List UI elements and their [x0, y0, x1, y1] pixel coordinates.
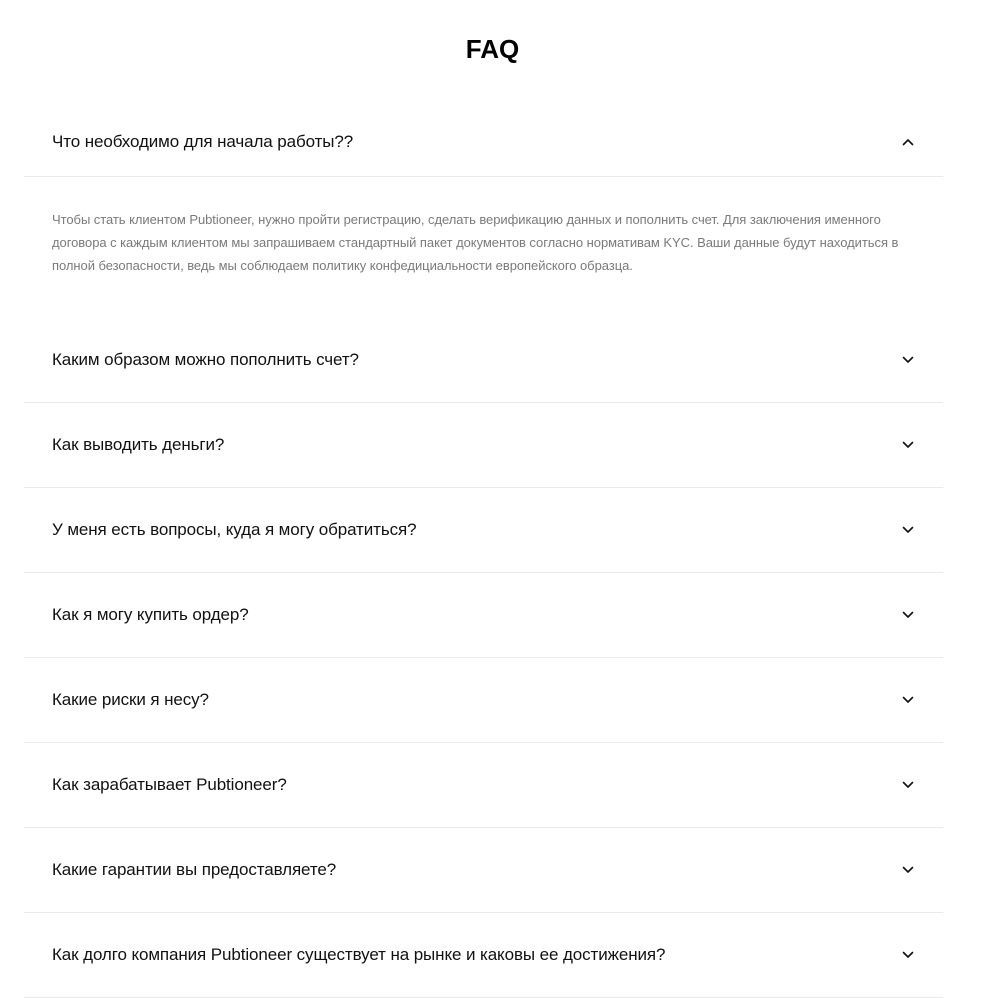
faq-item: [24, 573, 943, 658]
chevron-down-icon[interactable]: [901, 863, 915, 877]
chevron-down-icon[interactable]: [901, 778, 915, 792]
faq-item: [24, 403, 943, 488]
faq-question-toggle[interactable]: [24, 488, 943, 572]
faq-question-toggle[interactable]: [24, 317, 943, 402]
chevron-up-icon[interactable]: [901, 135, 915, 149]
faq-question-text: Каким образом можно пополнить счет?: [52, 349, 359, 369]
chevron-down-icon[interactable]: [901, 523, 915, 537]
chevron-down-icon[interactable]: [901, 353, 915, 367]
faq-question-toggle[interactable]: [24, 658, 943, 742]
faq-question-toggle[interactable]: [24, 573, 943, 657]
faq-question-toggle[interactable]: [24, 913, 943, 997]
faq-question-text: Как выводить деньги?: [52, 435, 225, 454]
faq-item: [24, 743, 943, 828]
chevron-down-icon[interactable]: [901, 693, 915, 707]
faq-question-text: Какие гарантии вы предоставляете?: [52, 860, 337, 879]
faq-question-toggle[interactable]: [24, 743, 943, 827]
faq-answer-text: Чтобы стать клиентом Pubtioneer, нужно пройти регистрацию, сделать верификацию данных и пополнить счет. Для заключения именного договора с каждым клиентом мы запрашиваем стандартный пакет документов согласно нормативам KYC. Ваши данные будут находиться в полной безопасности, ведь мы соблюдаем политику конфедициальности европейского образца.: [52, 212, 899, 273]
faq-question-toggle[interactable]: [24, 828, 943, 912]
faq-question-text: Какие риски я несу?: [52, 690, 209, 709]
faq-question-text: Как зарабатывает Pubtioneer?: [52, 775, 287, 794]
chevron-down-icon[interactable]: [901, 438, 915, 452]
faq-question-text: Как я могу купить ордер?: [52, 605, 249, 624]
faq-item: [24, 913, 943, 998]
faq-list: [24, 107, 943, 998]
faq-item: [24, 488, 943, 573]
faq-question-toggle[interactable]: [24, 107, 943, 177]
faq-question-toggle[interactable]: [24, 403, 943, 487]
faq-item: [24, 658, 943, 743]
page-title: FAQ: [465, 34, 520, 65]
chevron-down-icon[interactable]: [901, 948, 915, 962]
faq-item: [24, 317, 943, 403]
faq-question-text: У меня есть вопросы, куда я могу обратиться?: [52, 520, 417, 539]
faq-question-text: Что необходимо для начала работы??: [52, 131, 354, 151]
faq-item: [24, 828, 943, 913]
faq-question-text: Как долго компания Pubtioneer существует на рынке и каковы ее достижения?: [52, 945, 666, 964]
chevron-down-icon[interactable]: [901, 608, 915, 622]
faq-item-expanded: [24, 107, 943, 317]
